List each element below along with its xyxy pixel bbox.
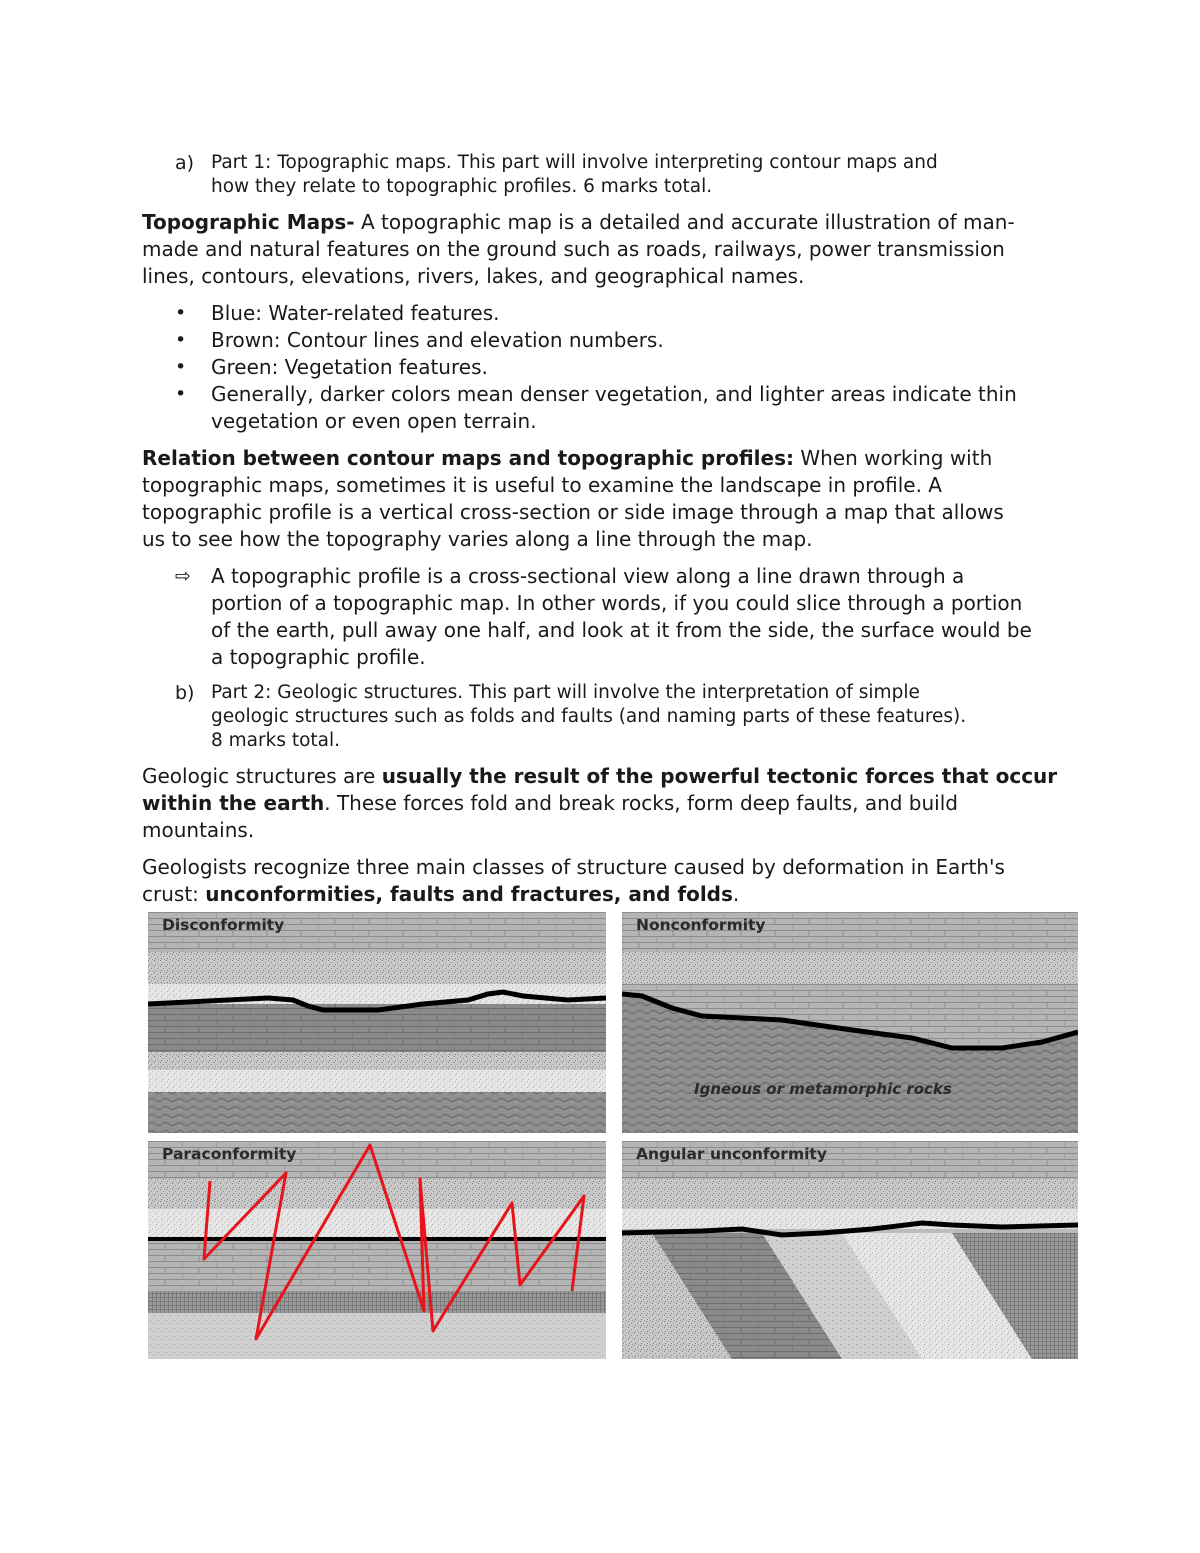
geo-line-2-rest: . These forces fold and break rocks, form deep faults, and build bbox=[324, 791, 958, 815]
geo-line-1-start: Geologic structures are bbox=[142, 764, 382, 788]
part-a-line-2: how they relate to topographic profiles. 6 marks total. bbox=[211, 176, 713, 197]
geologists-line-2-end: . bbox=[732, 882, 740, 906]
geo-structures-line-3: mountains. bbox=[142, 818, 255, 842]
relation-line-2: topographic maps, sometimes it is useful to examine the landscape in profile. A bbox=[142, 473, 942, 497]
bullet-icon: • bbox=[175, 329, 187, 351]
geo-structures-line-2 bbox=[142, 790, 958, 816]
bullet-generally-line-2: vegetation or even open terrain. bbox=[211, 409, 537, 433]
bullet-icon: • bbox=[175, 383, 187, 405]
arrow-item-line-1: A topographic profile is a cross-sectional view along a line drawn through a bbox=[211, 564, 965, 588]
arrow-right-icon: ⇨ bbox=[175, 565, 191, 587]
part-a-line-1: Part 1: Topographic maps. This part will involve interpreting contour maps and bbox=[211, 152, 938, 173]
bullet-blue: Blue: Water-related features. bbox=[211, 301, 500, 325]
paraconformity-diagram bbox=[148, 1141, 606, 1359]
bullet-generally-line-1: Generally, darker colors mean denser vegetation, and lighter areas indicate thin bbox=[211, 382, 1017, 406]
part-b-line-3: 8 marks total. bbox=[211, 730, 341, 751]
list-marker-a: a) bbox=[175, 152, 195, 174]
relation-line-4: us to see how the topography varies along a line through the map. bbox=[142, 527, 813, 551]
topo-paragraph-line-3: lines, contours, elevations, rivers, lakes, and geographical names. bbox=[142, 264, 805, 288]
nonconformity-label: Nonconformity bbox=[636, 916, 766, 934]
topo-heading: Topographic Maps- bbox=[142, 210, 355, 234]
part-b-line-1: Part 2: Geologic structures. This part will involve the interpretation of simple bbox=[211, 682, 920, 703]
disconformity-diagram bbox=[148, 912, 606, 1133]
geologists-line-2-start: crust: bbox=[142, 882, 206, 906]
bullet-icon: • bbox=[175, 356, 187, 378]
geo-line-2-bold: within the earth bbox=[142, 791, 325, 815]
topo-line-1-rest: A topographic map is a detailed and accurate illustration of man- bbox=[354, 210, 1015, 234]
bullet-icon: • bbox=[175, 302, 187, 324]
relation-line-1 bbox=[142, 445, 992, 471]
topo-paragraph-line-2: made and natural features on the ground such as roads, railways, power transmission bbox=[142, 237, 1005, 261]
arrow-item-line-4: a topographic profile. bbox=[211, 645, 426, 669]
relation-line-3: topographic profile is a vertical cross-section or side image through a map that allows bbox=[142, 500, 1004, 524]
bullet-brown: Brown: Contour lines and elevation numbers. bbox=[211, 328, 664, 352]
angular-unconformity-label: Angular unconformity bbox=[636, 1145, 827, 1163]
arrow-item-line-2: portion of a topographic map. In other words, if you could slice through a portion bbox=[211, 591, 1023, 615]
disconformity-label: Disconformity bbox=[162, 916, 285, 934]
arrow-item-line-3: of the earth, pull away one half, and look at it from the side, the surface would be bbox=[211, 618, 1032, 642]
relation-line-1-rest: When working with bbox=[793, 446, 993, 470]
nonconformity-diagram bbox=[622, 912, 1078, 1133]
topo-paragraph-line-1 bbox=[142, 209, 1015, 235]
paraconformity-label: Paraconformity bbox=[162, 1145, 297, 1163]
angular-unconformity-diagram bbox=[622, 1141, 1078, 1359]
geologists-line-1: Geologists recognize three main classes of structure caused by deformation in Earth's bbox=[142, 855, 1005, 879]
part-b-line-2: geologic structures such as folds and faults (and naming parts of these features). bbox=[211, 706, 967, 727]
geo-line-1-bold: usually the result of the powerful tectonic forces that occur bbox=[381, 764, 1058, 788]
nonconformity-caption: Igneous or metamorphic rocks bbox=[694, 1080, 952, 1098]
bullet-green: Green: Vegetation features. bbox=[211, 355, 488, 379]
geo-structures-line-1 bbox=[142, 763, 1057, 789]
geologists-line-2 bbox=[142, 881, 739, 907]
geologists-line-2-bold: unconformities, faults and fractures, and folds bbox=[205, 882, 733, 906]
relation-heading: Relation between contour maps and topographic profiles: bbox=[142, 446, 794, 470]
list-marker-b: b) bbox=[175, 682, 195, 704]
